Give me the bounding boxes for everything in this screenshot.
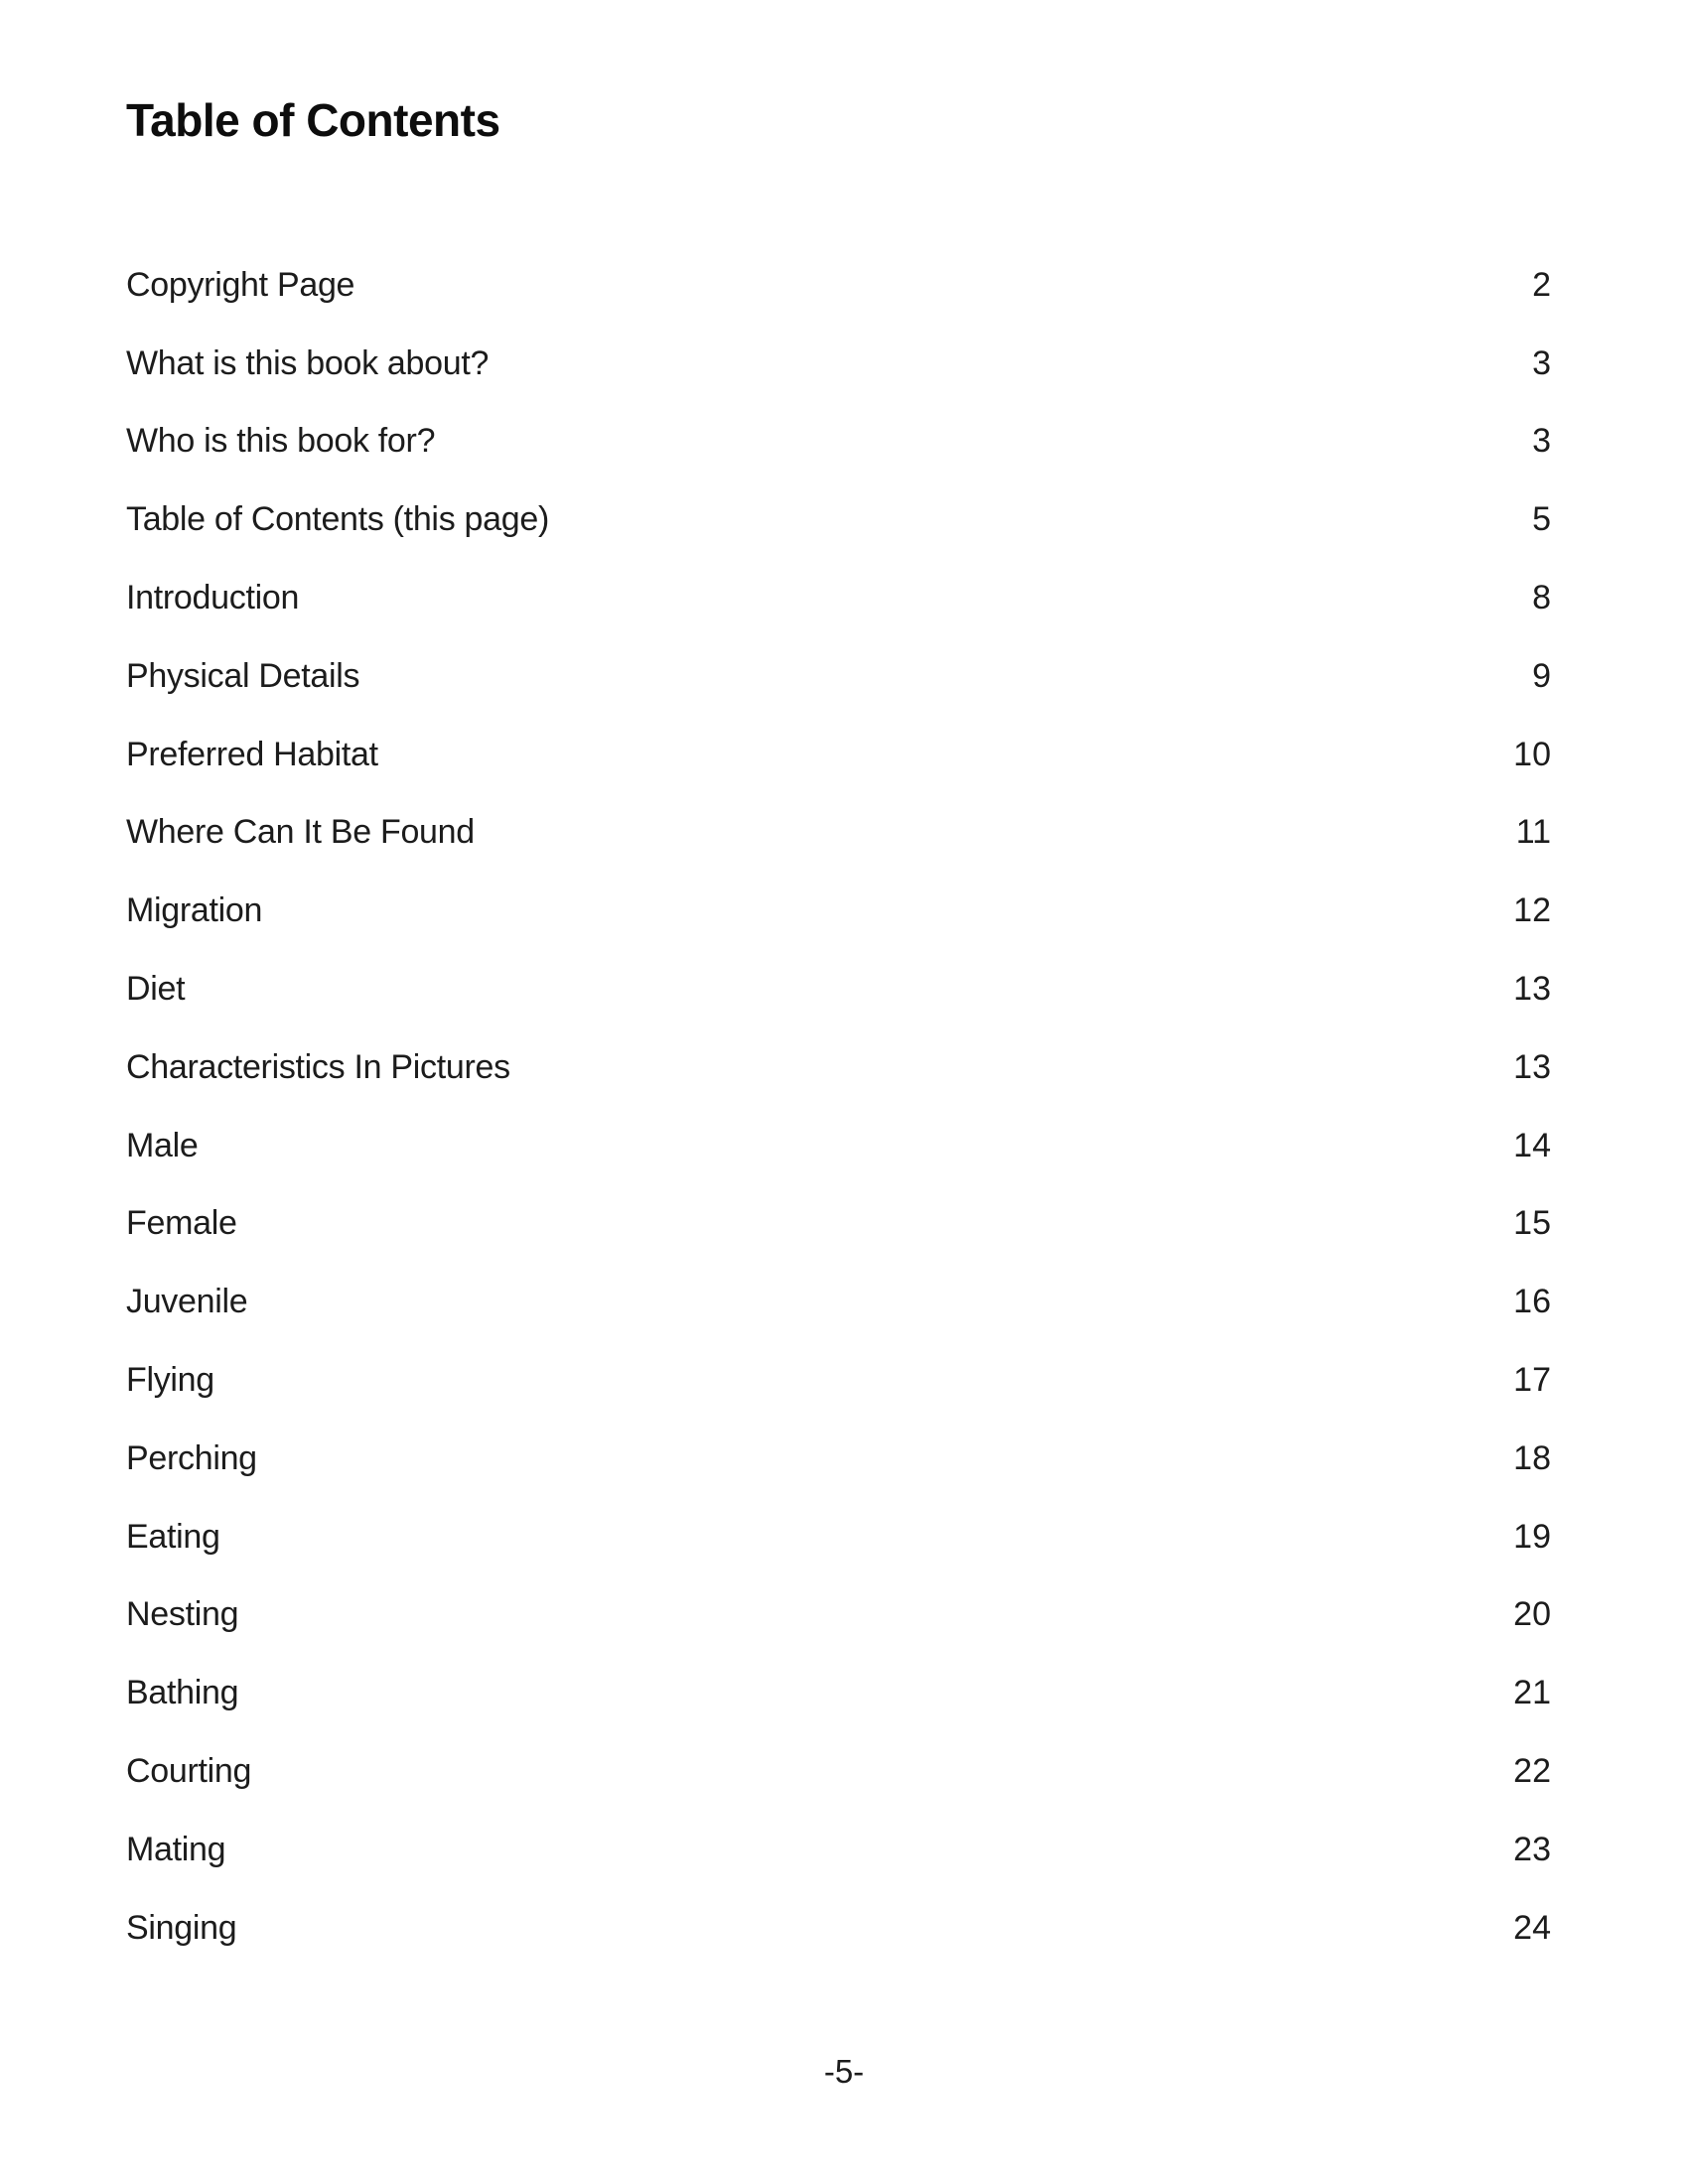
toc-entry-page-number: 18 xyxy=(1513,1438,1551,1477)
toc-entry-row xyxy=(126,637,1551,716)
toc-entry-row xyxy=(126,559,1551,637)
toc-entry-row xyxy=(126,1185,1551,1264)
toc-entry-label: Characteristics In Pictures xyxy=(126,1047,510,1086)
toc-entry-label: Preferred Habitat xyxy=(126,735,378,773)
toc-entry-page-number: 13 xyxy=(1513,970,1551,1009)
toc-entry-page-number: 22 xyxy=(1513,1752,1551,1791)
toc-entry-page-number: 11 xyxy=(1515,813,1551,852)
toc-entry-page-number: 12 xyxy=(1513,891,1551,930)
toc-entry-label: Who is this book for? xyxy=(126,422,436,461)
toc-entry-page-number: 19 xyxy=(1513,1517,1551,1556)
toc-entry-row xyxy=(126,794,1551,873)
toc-entry-row xyxy=(126,1889,1551,1968)
toc-entry-row xyxy=(126,325,1551,403)
toc-entry-label: Female xyxy=(126,1204,237,1243)
toc-entry-label: Bathing xyxy=(126,1674,239,1712)
toc-entry-row xyxy=(126,950,1551,1028)
toc-entry-page-number: 24 xyxy=(1513,1908,1551,1947)
toc-entry-page-number: 3 xyxy=(1532,343,1551,382)
toc-entry-label: Table of Contents (this page) xyxy=(126,500,549,539)
toc-entry-row xyxy=(126,480,1551,559)
toc-entry-label: Male xyxy=(126,1126,199,1164)
toc-entry-page-number: 9 xyxy=(1532,656,1551,695)
toc-entry-label: What is this book about? xyxy=(126,343,490,382)
page-title: Table of Contents xyxy=(126,94,500,146)
toc-entry-page-number: 3 xyxy=(1532,422,1551,461)
toc-entry-row xyxy=(126,403,1551,481)
toc-entry-page-number: 23 xyxy=(1513,1830,1551,1868)
toc-entry-label: Flying xyxy=(126,1361,214,1400)
toc-entry-page-number: 13 xyxy=(1513,1047,1551,1086)
toc-entry-label: Migration xyxy=(126,891,263,930)
page-number-footer: -5- xyxy=(823,2053,865,2090)
toc-entry-row xyxy=(126,1107,1551,1185)
toc-entry-page-number: 2 xyxy=(1532,265,1551,304)
toc-entry-label: Nesting xyxy=(126,1595,239,1634)
toc-entry-label: Singing xyxy=(126,1908,237,1947)
toc-entry-label: Where Can It Be Found xyxy=(126,813,475,852)
toc-entry-row xyxy=(126,1028,1551,1107)
toc-entry-label: Courting xyxy=(126,1752,252,1791)
toc-entry-label: Physical Details xyxy=(126,656,360,695)
toc-entry-label: Mating xyxy=(126,1830,226,1868)
toc-list xyxy=(126,246,1551,1968)
toc-entry-row xyxy=(126,1341,1551,1420)
toc-entry-page-number: 16 xyxy=(1513,1283,1551,1321)
toc-entry-label: Juvenile xyxy=(126,1283,248,1321)
toc-entry-row xyxy=(126,1498,1551,1576)
toc-entry-page-number: 20 xyxy=(1513,1595,1551,1634)
toc-entry-page-number: 15 xyxy=(1513,1204,1551,1243)
toc-entry-label: Diet xyxy=(126,970,186,1009)
toc-entry-label: Eating xyxy=(126,1517,220,1556)
toc-entry-row xyxy=(126,716,1551,794)
toc-entry-label: Copyright Page xyxy=(126,265,355,304)
toc-entry-page-number: 8 xyxy=(1532,579,1551,617)
toc-entry-row xyxy=(126,1811,1551,1889)
toc-entry-page-number: 14 xyxy=(1513,1126,1551,1164)
toc-entry-label: Perching xyxy=(126,1438,257,1477)
toc-entry-page-number: 10 xyxy=(1513,735,1551,773)
toc-entry-row xyxy=(126,1576,1551,1655)
toc-entry-page-number: 5 xyxy=(1532,500,1551,539)
toc-entry-row xyxy=(126,1263,1551,1341)
toc-entry-page-number: 21 xyxy=(1513,1674,1551,1712)
toc-entry-label: Introduction xyxy=(126,579,300,617)
toc-entry-page-number: 17 xyxy=(1513,1361,1551,1400)
toc-entry-row xyxy=(126,1420,1551,1498)
toc-entry-row xyxy=(126,246,1551,325)
toc-entry-row xyxy=(126,1654,1551,1732)
toc-entry-row xyxy=(126,1732,1551,1811)
toc-entry-row xyxy=(126,872,1551,950)
